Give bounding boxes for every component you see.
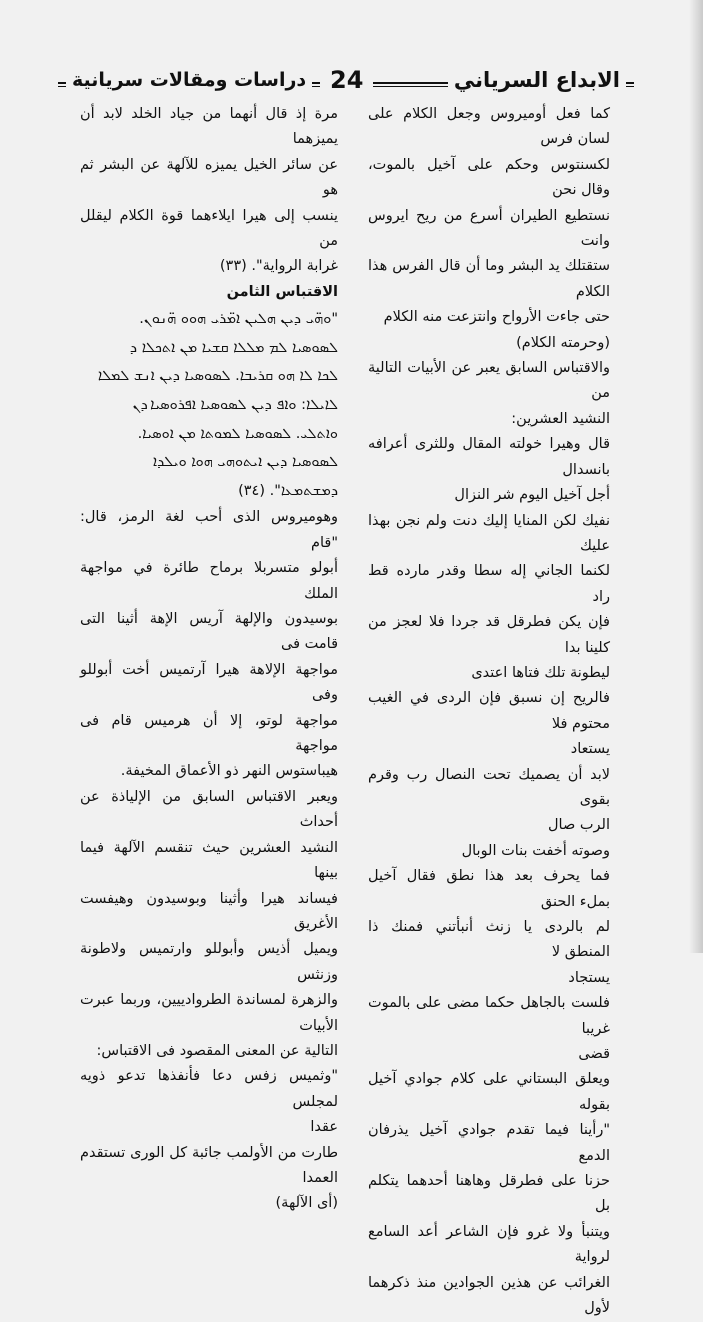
text-line: ويميل أذيس وأبوللو وارتميس ولاطونة وزنثس [80, 941, 338, 983]
text-line: ويعبر الاقتباس السابق من الإلياذة عن أحداث [80, 788, 338, 831]
verse-line: فإن يكن فطرقل قد جردا فلا لعجز من كلينا بدا [368, 614, 610, 656]
verse-line: قضى [578, 1046, 610, 1063]
text-line: بوسيدون والإلهة آريس الإهة أثينا التى قامت فى [80, 611, 338, 653]
text-line: هيباستوس النهر ذو الأعماق المخيفة. [120, 763, 338, 780]
verse-line: أجل آخيل اليوم شر النزال [454, 487, 610, 504]
section-title: دراسات ومقالات سريانية [66, 66, 312, 94]
text-line: غرابة الرواية". (٣٣) [219, 258, 338, 275]
text-line: "رأينا فيما تقدم جوادي آخيل يذرفان الدمع [368, 1122, 610, 1164]
syriac-line: ܘܐܬܠܝ. ܠܣܘܣܝܐ ܠܡܘܬܐ ܡܢ ܐܘܣܝܐ. [137, 425, 338, 442]
verse-line: يستجاد [568, 969, 610, 986]
syriac-line: ܠܟܐ ܠܐ ܗܘ ܩܪܝܒܐ. ܠܣܘܣܝܐ ܕܝܢ ܐܢܫ ܠܡܠܐ [97, 368, 338, 385]
text-line: ينسب إلى هيرا ايلاءهما قوة الكلام ليقلل من [80, 207, 338, 250]
text-line: حتى جاءت الأرواح وانتزعت منه الكلام [383, 309, 610, 326]
text-line: الغرائب عن هذين الجوادين منذ ذكرهما لأول [368, 1274, 610, 1317]
verse-line: لكنما الجاني إله سطا وقدر مارده قط راد [368, 563, 610, 605]
verse-line: لابد أن يصميك تحت النصال رب وقرم بقوى [368, 766, 610, 808]
verse-line: قال وهيرا خولته المقال وللثرى أعرافه بانسدال [368, 436, 610, 478]
text-line: ويتنبأ ولا غرو فإن الشاعر أعد السامع لرواية [368, 1223, 610, 1266]
verse-line: يستعاد [570, 741, 610, 758]
text-line: فيساند هيرا وأثينا وبوسيدون وهيفست الأغريق [80, 890, 338, 932]
text-line: التالية عن المعنى المقصود فى الاقتباس: [96, 1042, 338, 1059]
verse-line: فما يحرف بعد هذا نطق فقال آخيل بملء الحنق [368, 868, 610, 910]
text-line: وهوميروس الذى أحب لغة الرمز، قال: "قام [80, 509, 338, 551]
page-number: 24 [320, 66, 373, 94]
left-text-column [80, 102, 338, 1217]
page-header [58, 66, 634, 98]
verse-line: فلست بالجاهل حكما مضى على بالموت غريبا [368, 995, 610, 1037]
text-line: مواجهة الإلاهة هيرا آرتميس أخت أبوللو وفى [80, 661, 338, 704]
syriac-line: ܠܐܝܠܐ: ܘܐܦ ܕܝܢ ܠܣܘܣܝܐ ܐܦܪܘܣܝܐ ܕܢ [132, 397, 338, 414]
text-line: النشيد العشرين: [511, 410, 610, 427]
syriac-line: ܕܡܫܬܡܥܐ". (٣٤) [238, 482, 338, 499]
text-line: كما فعل أوميروس وجعل الكلام على لسان فرس [368, 106, 610, 148]
text-line: ويعلق البستاني على كلام جوادي آخيل بقوله [368, 1071, 610, 1113]
right-text-column [368, 102, 610, 1322]
text-line: والزهرة لمساندة الطروادييين، وربما عبرت الأبيات [80, 992, 338, 1034]
verse-line: عقدا [310, 1119, 338, 1136]
text-line: والاقتباس السابق يعبر عن الأبيات التالية من [368, 360, 610, 402]
section-heading: الاقتباس الثامن [226, 283, 338, 300]
text-line: (وحرمته الكلام) [516, 334, 610, 351]
verse-line: وصوته أخفت بنات الوبال [461, 842, 610, 859]
text-line: حزنا على فطرقل وهاهنا أحدهما يتكلم بل [368, 1173, 610, 1215]
syriac-line: "ܘܗ̈ܝ ܕܝܢ ܗܠܝܢ ܐܡ̈ܪܝ ܗܘܘ ܗ̈ܢܘܢ. [139, 311, 338, 328]
text-line: نستطيع الطيران أسرع من ريح ايروس وانت [368, 207, 610, 250]
verse-line: ليطونة تلك فتاها اعتدى [471, 664, 610, 681]
text-line: (أى الآلهة) [275, 1195, 338, 1212]
text-line: عن سائر الخيل يميزه للآلهة عن البشر ثم هو [80, 156, 338, 199]
text-line: أبولو متسربلا برماح طائرة في مواجهة الملك [80, 560, 338, 602]
verse-line: الرب صال [548, 817, 610, 834]
verse-line: طارت من الأولمب جائبة كل الورى تستقدم العمدا [80, 1144, 338, 1186]
text-line: مواجهة لوتو، إلا أن هرميس قام فى مواجهة [80, 712, 338, 755]
text-line: ستقتلك يد البشر وما أن قال الفرس هذا الكلام [368, 258, 610, 300]
text-line: لكسنتوس وحكم على آخيل بالموت، وقال نحن [368, 156, 610, 199]
verse-line: لم بالردى يا زنث أنبأتني فمنك ذا المنطق لا [368, 919, 610, 961]
syriac-line: ܠܣܘܣܝܐ ܠܡ ܡܠܠܐ ܩܫܝܐ ܡܢ ܐܬܟܠܐ ܕ [129, 339, 338, 356]
text-line: مرة إذ قال أنهما من جياد الخلد لابد أن يميزهما [80, 106, 338, 148]
verse-line: "وثميس زفس دعا فأنفذها تدعو ذويه لمجلس [80, 1068, 338, 1110]
journal-title: الابداع السرياني [448, 66, 626, 94]
verse-line: نفيك لكن المنايا إليك دنت ولم نجن بهذا عليك [368, 512, 610, 554]
text-line: النشيد العشرين حيث تنقسم الآلهة فيما بينها [80, 839, 338, 882]
syriac-line: ܠܣܘܣܝܐ ܕܝܢ ܐܝܬܘܗܝ ܗܘܐ ܘܝܠܕܐ [153, 454, 338, 471]
page-edge-shadow [689, 0, 703, 953]
verse-line: فالريح إن نسبق فإن الردى في الغيب محتوم فلا [368, 690, 610, 732]
